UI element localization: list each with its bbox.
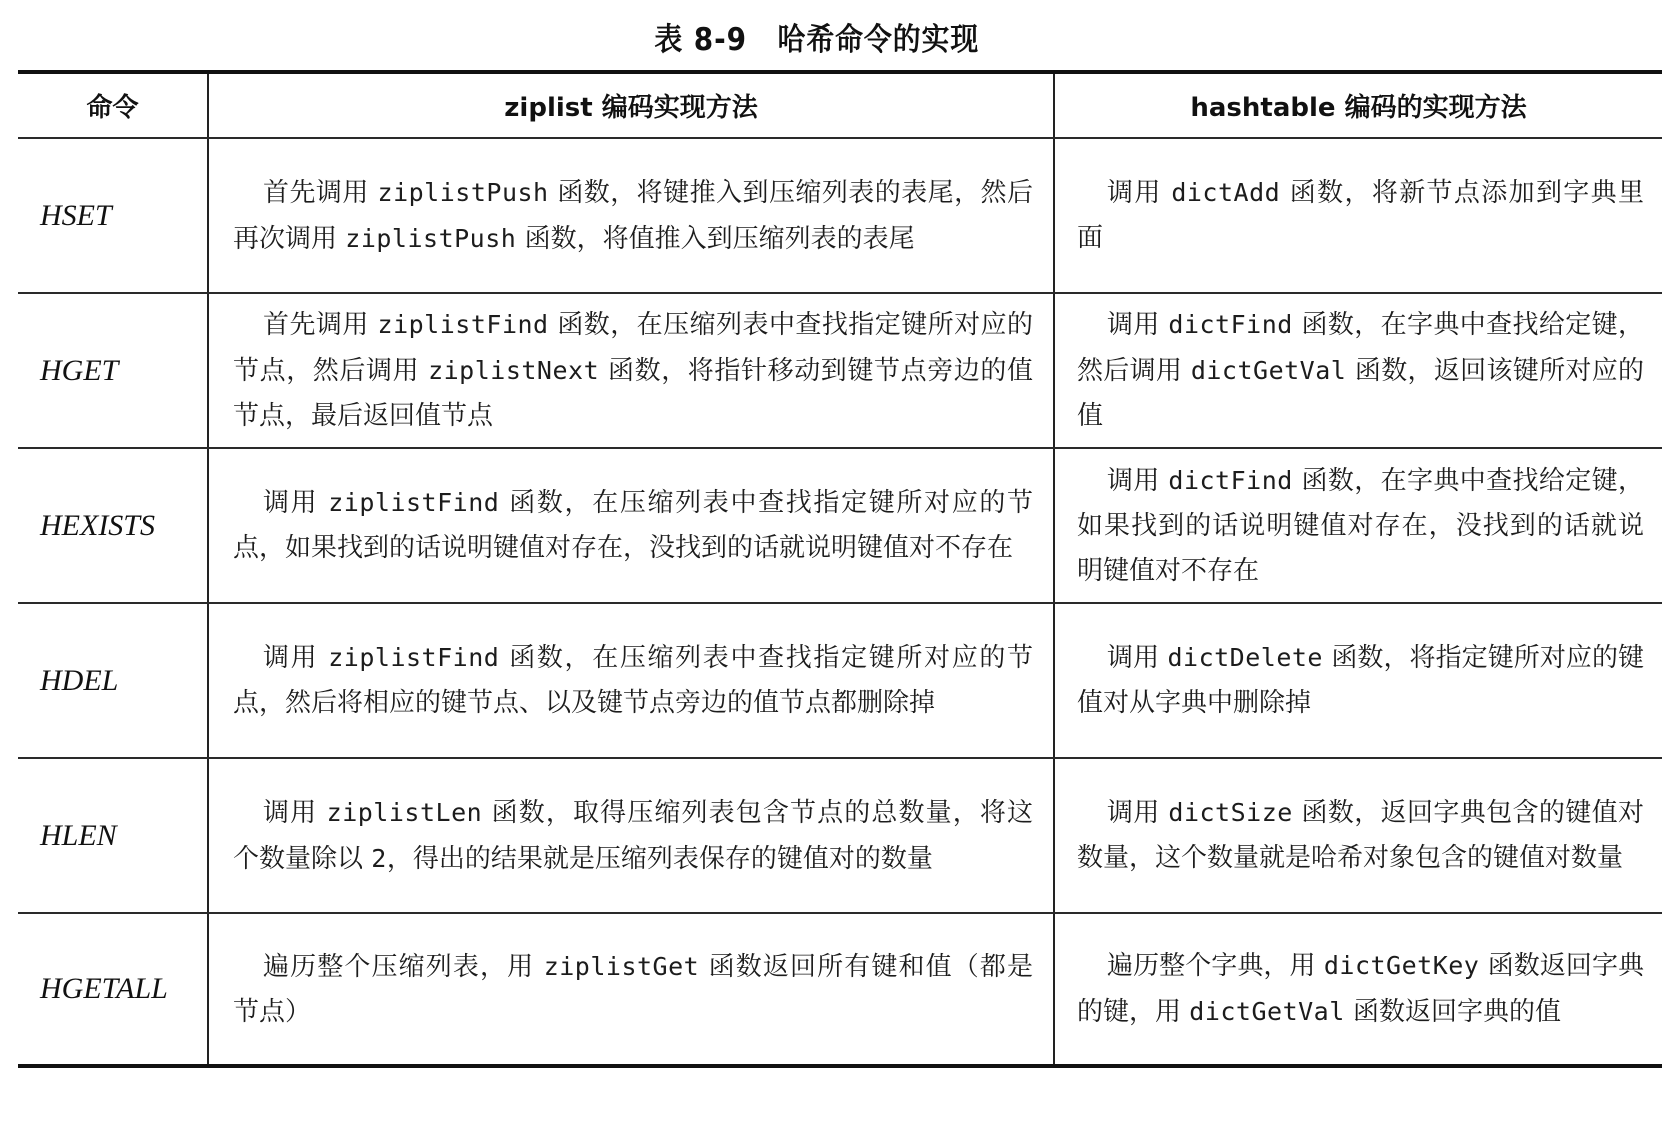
- table-row: [18, 293, 1662, 448]
- function-name: ziplistFind: [328, 643, 500, 672]
- ziplist-cell: 遍历整个压缩列表，用 ziplistGet 函数返回所有键和值（都是节点）: [208, 913, 1054, 1066]
- table-number: 表 8-9: [654, 22, 747, 58]
- hash-commands-table: [18, 70, 1662, 1068]
- table-row: [18, 758, 1662, 913]
- header-ziplist: ziplist 编码实现方法: [208, 72, 1054, 138]
- command-cell: HLEN: [18, 758, 208, 913]
- table-caption: [0, 14, 1634, 59]
- ziplist-cell: 调用 ziplistLen 函数，取得压缩列表包含节点的总数量，将这个数量除以 2，得出的结果就是压缩列表保存的键值对的数量: [208, 758, 1054, 913]
- function-name: ziplistNext: [428, 356, 600, 385]
- literal-value: 2: [371, 843, 387, 873]
- function-name: dictGetKey: [1323, 951, 1480, 980]
- command-cell: HEXISTS: [18, 448, 208, 603]
- hashtable-cell: 调用 dictFind 函数，在字典中查找给定键，然后调用 dictGetVal 函数，返回该键所对应的值: [1054, 293, 1662, 448]
- function-name: dictFind: [1168, 310, 1293, 339]
- ziplist-cell: 调用 ziplistFind 函数，在压缩列表中查找指定键所对应的节点，然后将相应的键节点、以及键节点旁边的值节点都删除掉: [208, 603, 1054, 758]
- command-cell: HSET: [18, 138, 208, 293]
- header-hashtable: hashtable 编码的实现方法: [1054, 72, 1662, 138]
- hashtable-cell: 调用 dictSize 函数，返回字典包含的键值对数量，这个数量就是哈希对象包含的键值对数量: [1054, 758, 1662, 913]
- function-name: dictDelete: [1167, 643, 1323, 672]
- function-name: ziplistPush: [377, 177, 549, 207]
- ziplist-cell: 调用 ziplistFind 函数，在压缩列表中查找指定键所对应的节点，如果找到的话说明键值对存在，没找到的话就说明键值对不存在: [208, 448, 1054, 603]
- function-name: ziplistLen: [326, 797, 483, 827]
- function-name: dictGetVal: [1190, 356, 1347, 385]
- table-row: [18, 138, 1662, 293]
- header-row: [18, 72, 1662, 138]
- hashtable-cell: 遍历整个字典，用 dictGetKey 函数返回字典的键，用 dictGetVal 函数返回字典的值: [1054, 913, 1662, 1066]
- hashtable-cell: 调用 dictDelete 函数，将指定键所对应的键值对从字典中删除掉: [1054, 603, 1662, 758]
- hashtable-cell: 调用 dictFind 函数，在字典中查找给定键，如果找到的话说明键值对存在，没找到的话就说明键值对不存在: [1054, 448, 1662, 603]
- table-title: 哈希命令的实现: [777, 22, 980, 58]
- command-cell: HDEL: [18, 603, 208, 758]
- function-name: dictGetVal: [1189, 997, 1345, 1026]
- function-name: ziplistFind: [328, 488, 500, 517]
- ziplist-cell: 首先调用 ziplistFind 函数，在压缩列表中查找指定键所对应的节点，然后调用 ziplistNext 函数，将指针移动到键节点旁边的值节点，最后返回值节点: [208, 293, 1054, 448]
- table-row: [18, 603, 1662, 758]
- function-name: ziplistPush: [345, 223, 517, 253]
- function-name: dictFind: [1168, 465, 1293, 495]
- function-name: dictSize: [1168, 798, 1293, 827]
- function-name: ziplistFind: [377, 310, 549, 339]
- command-cell: HGETALL: [18, 913, 208, 1066]
- ziplist-cell: 首先调用 ziplistPush 函数，将键推入到压缩列表的表尾，然后再次调用 ziplistPush 函数，将值推入到压缩列表的表尾: [208, 138, 1054, 293]
- function-name: dictAdd: [1171, 178, 1281, 207]
- function-name: ziplistGet: [543, 951, 700, 981]
- header-command: 命令: [18, 72, 208, 138]
- table-row: [18, 448, 1662, 603]
- command-cell: HGET: [18, 293, 208, 448]
- hashtable-cell: 调用 dictAdd 函数，将新节点添加到字典里面: [1054, 138, 1662, 293]
- table-row: [18, 913, 1662, 1066]
